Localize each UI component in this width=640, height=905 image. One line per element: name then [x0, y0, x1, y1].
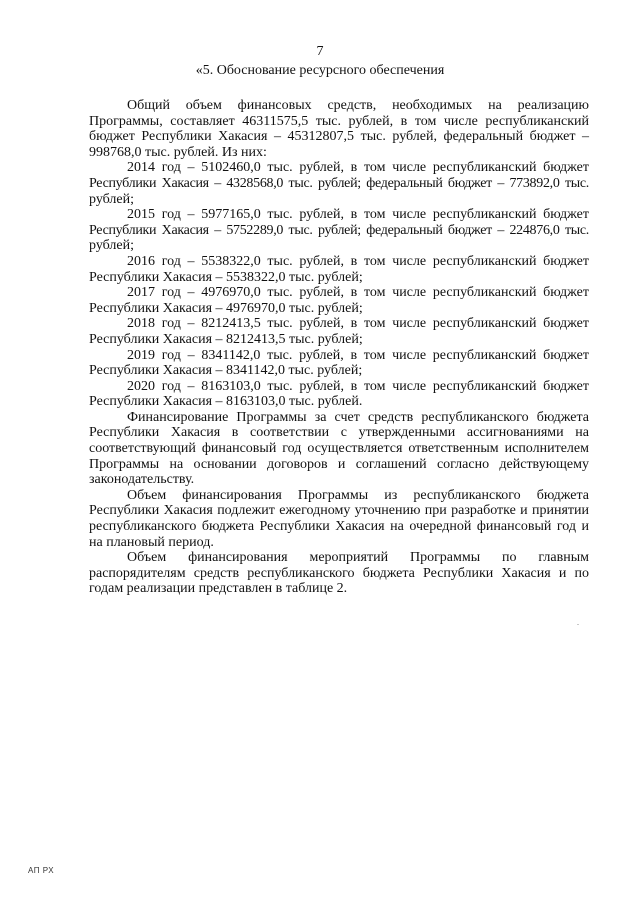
- text-line: законодательству.: [89, 472, 195, 488]
- paragraph: [89, 316, 589, 347]
- paragraph: [89, 98, 589, 160]
- text-line: соответствующий финансовый год осуществляется ответственным исполнителем: [89, 441, 589, 457]
- text-line: 2019 год – 8341142,0 тыс. рублей, в том числе республиканский бюджет: [127, 347, 589, 363]
- paragraph: [89, 348, 589, 379]
- text-line: Программы, составляет 46311575,5 тыс. рублей, в том числе республиканский: [89, 113, 589, 129]
- text-line: Республики Хакасия – 8212413,5 тыс. рублей;: [89, 331, 363, 347]
- paragraph: [89, 488, 589, 550]
- text-line: Республики Хакасия – 5538322,0 тыс. рублей;: [89, 269, 363, 285]
- paragraph: [89, 285, 589, 316]
- paragraph: [89, 207, 589, 254]
- text-line: Общий объем финансовых средств, необходимых на реализацию: [127, 98, 589, 113]
- paragraph: [89, 379, 589, 410]
- text-line: распорядителям средств республиканского бюджета Республики Хакасия и по: [89, 565, 589, 581]
- text-line: рублей;: [89, 191, 134, 207]
- paragraph: [89, 254, 589, 285]
- text-line: 2014 год – 5102460,0 тыс. рублей, в том числе республиканский бюджет: [127, 160, 589, 176]
- scan-speck: [577, 624, 579, 625]
- text-line: Республики Хакасия – 5752289,0 тыс. рублей; федеральный бюджет – 224876,0 тыс.: [89, 222, 589, 238]
- text-line: рублей;: [89, 238, 134, 254]
- text-line: годам реализации представлен в таблице 2.: [89, 581, 348, 597]
- text-line: 2018 год – 8212413,5 тыс. рублей, в том числе республиканский бюджет: [127, 316, 589, 332]
- text-line: на плановый период.: [89, 534, 214, 550]
- paragraph: [89, 550, 589, 597]
- paragraph: [89, 410, 589, 488]
- text-line: Объем финансирования Программы из республиканского бюджета: [127, 487, 589, 503]
- text-line: Финансирование Программы за счет средств республиканского бюджета: [127, 409, 589, 425]
- text-line: бюджет Республики Хакасия – 45312807,5 тыс. рублей, федеральный бюджет –: [89, 129, 589, 145]
- text-line: 2016 год – 5538322,0 тыс. рублей, в том числе республиканский бюджет: [127, 253, 589, 269]
- document-body: [89, 98, 589, 597]
- text-line: Республики Хакасия – 8163103,0 тыс. рублей.: [89, 394, 363, 410]
- text-line: Республики Хакасия – 8341142,0 тыс. рублей;: [89, 363, 363, 379]
- paragraph: [89, 160, 589, 207]
- text-line: Республики Хакасия в соответствии с утвержденными ассигнованиями на: [89, 425, 589, 441]
- text-line: Объем финансирования мероприятий Программы по главным: [127, 550, 589, 566]
- text-line: 2015 год – 5977165,0 тыс. рублей, в том числе республиканский бюджет: [127, 207, 589, 223]
- section-title: «5. Обоснование ресурсного обеспечения: [195, 63, 445, 78]
- page-number: 7: [316, 44, 324, 59]
- text-line: республиканского бюджета Республики Хакасия на очередной финансовый год и: [89, 519, 589, 535]
- text-line: Республики Хакасия – 4976970,0 тыс. рублей;: [89, 300, 363, 316]
- text-line: Республики Хакасия подлежит ежегодному уточнению при разработке и принятии: [89, 503, 589, 519]
- text-line: 2017 год – 4976970,0 тыс. рублей, в том числе республиканский бюджет: [127, 285, 589, 301]
- text-line: 2020 год – 8163103,0 тыс. рублей, в том числе республиканский бюджет: [127, 378, 589, 394]
- footer-mark: АП РХ: [28, 866, 55, 875]
- text-line: 998768,0 тыс. рублей. Из них:: [89, 144, 267, 160]
- text-line: Республики Хакасия – 4328568,0 тыс. рублей; федеральный бюджет – 773892,0 тыс.: [89, 175, 589, 191]
- text-line: Программы на основании договоров и соглашений согласно действующему: [89, 456, 589, 472]
